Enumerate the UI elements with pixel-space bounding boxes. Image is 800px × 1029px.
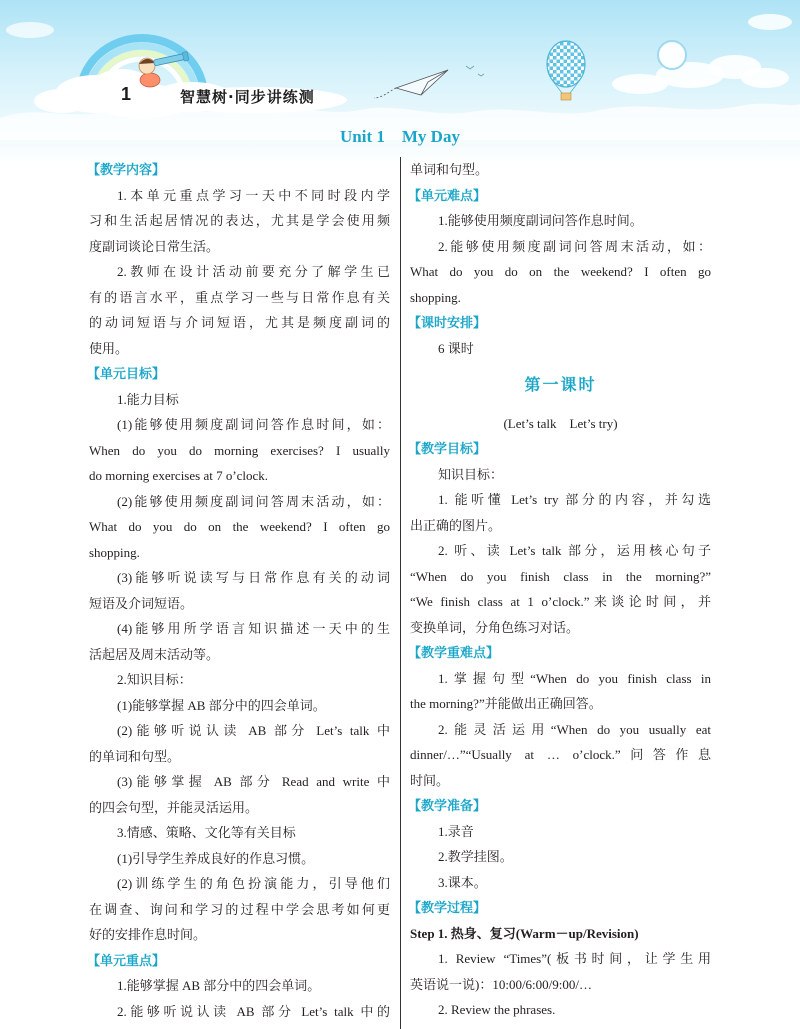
- text-line: 2.能灵活运用“When do you usually eat: [438, 721, 711, 737]
- paragraph: [89, 412, 390, 489]
- step-heading: Step 1. 热身、复习(Warm－up/Revision): [410, 925, 639, 941]
- paragraph: [410, 997, 711, 1023]
- text-line: 3.课本。: [438, 874, 487, 890]
- paragraph: [410, 870, 711, 896]
- text-line: 1.能够掌握 AB 部分中的四会单词。: [117, 978, 321, 993]
- text-line: (2)能够听说认读 AB 部分 Let’s talk 中: [117, 723, 390, 738]
- section-heading: 【单元重点】: [87, 952, 166, 968]
- paragraph: [89, 718, 390, 769]
- section-heading: 【教学重难点】: [408, 645, 500, 660]
- text-line: 英语说一说)：10:00/6:00/9:00/…: [410, 976, 593, 992]
- paragraph: [410, 336, 711, 362]
- series-title: 智慧树·同步讲练测: [180, 88, 315, 106]
- paragraph: [410, 487, 711, 538]
- text-line: (1)能够掌握 AB 部分中的四会单词。: [117, 697, 326, 713]
- text-line: (2)能够使用频度副词问答周末活动，如：: [117, 493, 390, 509]
- text-line: 2.能够听说认读 AB 部分 Let’s talk 中的: [117, 1003, 390, 1019]
- text-line: 有的语言水平，重点学习一些与日常作息有关: [89, 289, 390, 305]
- text-line: “We finish class at 1 o’clock.”来谈论时间，并: [410, 594, 711, 609]
- text-line: 短语及介词短语。: [89, 595, 194, 611]
- text-line: 1.本单元重点学习一天中不同时段内学: [117, 187, 390, 203]
- text-line: the morning?”并能做出正确回答。: [410, 696, 602, 711]
- left-column: [89, 157, 390, 1024]
- text-line: 好的安排作息时间。: [89, 927, 207, 942]
- paragraph: [89, 387, 390, 413]
- unit-title: Unit 1 My Day: [340, 127, 460, 146]
- paragraph: [410, 157, 711, 183]
- text-line: 2. Review the phrases.: [438, 1002, 556, 1017]
- text-line: When do you do morning exercises? I usually: [89, 442, 390, 458]
- section-heading: 【单元难点】: [408, 187, 487, 203]
- text-line: 出正确的图片。: [410, 517, 502, 533]
- text-line: dinner/…”“Usually at … o’clock.”问答作息: [410, 747, 711, 762]
- column-divider: [400, 157, 401, 1029]
- section-heading: 【教学过程】: [408, 900, 487, 915]
- text-line: (3)能够听说读写与日常作息有关的动词: [117, 570, 390, 585]
- text-line: What do you do on the weekend? I often go: [410, 264, 711, 279]
- lesson-title: 第一课时: [524, 377, 597, 394]
- text-line: 活起居及周末活动等。: [89, 646, 220, 662]
- right-column: [410, 157, 711, 1023]
- section-heading: 【教学内容】: [87, 162, 166, 177]
- text-line: do morning exercises at 7 o’clock.: [89, 468, 269, 483]
- section-heading: 【课时安排】: [408, 315, 487, 330]
- paragraph: [89, 259, 390, 361]
- text-line: 2.知识目标：: [117, 672, 192, 687]
- text-line: 1. Review “Times”(板书时间，让学生用: [438, 951, 711, 966]
- paragraph: [89, 183, 390, 260]
- text-line: 1.掌握句型“When do you finish class in: [438, 670, 711, 686]
- text-line: 时间。: [410, 772, 450, 788]
- text-line: 1.能够使用频度副词问答作息时间。: [438, 213, 643, 228]
- paragraph: [410, 946, 711, 997]
- paragraph: [89, 693, 390, 719]
- text-line: 的动词短语与介词短语，尤其是频度副词的: [89, 315, 390, 330]
- text-line: 1.能力目标: [117, 391, 179, 407]
- text-line: 使用。: [89, 340, 129, 356]
- text-line: 单词和句型。: [410, 162, 489, 177]
- text-line: shopping.: [410, 289, 461, 305]
- section-heading: 【单元目标】: [87, 366, 166, 381]
- text-line: 2.教学挂图。: [438, 849, 513, 864]
- text-line: 变换单词，分角色练习对话。: [410, 619, 580, 635]
- lesson-subtitle: (Let’s talk Let’s try): [503, 415, 618, 431]
- paragraph: [410, 717, 711, 794]
- paragraph: [410, 819, 711, 845]
- text-line: 2.教师在设计活动前要充分了解学生已: [117, 264, 390, 279]
- paragraph: [89, 820, 390, 846]
- text-line: 度副词谈论日常生活。: [89, 238, 220, 254]
- text-line: (1)能够使用频度副词问答作息时间，如：: [117, 417, 390, 432]
- text-line: 的四会句型，并能灵活运用。: [89, 799, 259, 815]
- paragraph: [89, 565, 390, 616]
- text-line: “When do you finish class in the morning?”: [410, 568, 711, 584]
- text-line: 6 课时: [438, 340, 474, 356]
- paragraph: [410, 844, 711, 870]
- text-line: 2.能够使用频度副词问答周末活动，如：: [438, 238, 711, 254]
- paragraph: [410, 208, 711, 234]
- section-heading: 【教学目标】: [408, 441, 487, 456]
- text-line: 习和生活起居情况的表达，尤其是学会使用频: [89, 213, 390, 228]
- text-line: 知识目标：: [438, 466, 504, 482]
- paragraph: [89, 489, 390, 566]
- paragraph: [89, 973, 390, 999]
- text-line: 2. 听、读 Let’s talk 部分，运用核心句子: [438, 543, 711, 558]
- paragraph: [410, 538, 711, 640]
- sun-icon: [658, 41, 686, 69]
- paragraph: [89, 616, 390, 667]
- text-line: What do you do on the weekend? I often go: [89, 519, 390, 534]
- text-line: 在调查、询问和学习的过程中学会思考如何更: [89, 901, 390, 917]
- text-line: 的单词和句型。: [89, 748, 181, 764]
- paragraph: [89, 667, 390, 693]
- page-number: 1: [121, 84, 132, 104]
- paragraph: [89, 871, 390, 948]
- paragraph: [89, 999, 390, 1025]
- text-line: (4)能够用所学语言知识描述一天中的生: [117, 621, 390, 636]
- paragraph: [410, 462, 711, 488]
- text-line: 1.录音: [438, 823, 474, 839]
- text-line: 1. 能听懂 Let’s try 部分的内容，并勾选: [438, 492, 711, 507]
- text-line: shopping.: [89, 544, 140, 560]
- text-line: (2)训练学生的角色扮演能力，引导他们: [117, 876, 390, 891]
- text-line: 3.情感、策略、文化等有关目标: [117, 825, 296, 840]
- section-heading: 【教学准备】: [408, 798, 487, 813]
- paragraph: [89, 769, 390, 820]
- text-line: (3)能够掌握 AB 部分 Read and write 中: [117, 774, 390, 789]
- paragraph: [89, 846, 390, 872]
- text-line: (1)引导学生养成良好的作息习惯。: [117, 850, 315, 866]
- paragraph: [410, 666, 711, 717]
- paragraph: [410, 234, 711, 311]
